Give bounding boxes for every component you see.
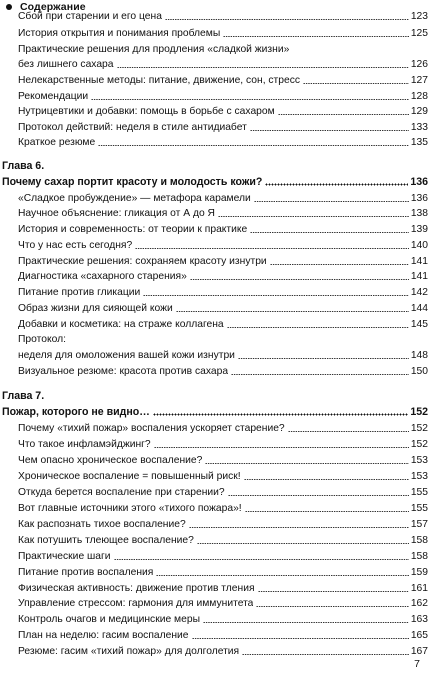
entry-page-number: 150 <box>410 366 428 377</box>
toc-entry <box>18 71 428 87</box>
dot-leader <box>228 494 409 497</box>
toc-entry <box>18 204 428 220</box>
entry-title: Что у нас есть сегодня? <box>18 240 133 251</box>
entry-title: без лишнего сахара <box>18 59 114 70</box>
entry-title: Резюме: гасим «тихий пожар» для долголетия <box>18 646 240 657</box>
entry-title: Визуальное резюме: красота против сахара <box>18 366 229 377</box>
entry-page-number: 144 <box>410 303 428 314</box>
entry-page-number: 138 <box>410 208 428 219</box>
entry-page-number: 161 <box>410 583 428 594</box>
toc-entry <box>18 451 428 467</box>
entry-page-number: 141 <box>410 271 428 282</box>
page-number: 7 <box>414 658 420 670</box>
entry-title: Краткое резюме <box>18 137 96 148</box>
bullet-icon <box>6 4 12 10</box>
entry-page-number: 153 <box>410 471 428 482</box>
entry-title: Вот главные источники этого «тихого пожара»! <box>18 503 242 514</box>
entry-title: Нутрицевтики и добавки: помощь в борьбе с сахаром <box>18 106 275 117</box>
dot-leader <box>258 590 409 593</box>
entry-title: Протокол действий: неделя в стиле антидиабет <box>18 122 247 133</box>
dot-leader <box>303 82 409 85</box>
dot-leader <box>227 326 409 329</box>
dot-leader <box>250 231 409 234</box>
toc-entry <box>18 579 428 595</box>
dot-leader <box>98 144 409 147</box>
dot-leader <box>238 357 409 360</box>
entry-page-number: 152 <box>410 406 428 418</box>
toc-entry <box>18 515 428 531</box>
chapter-title-entry <box>2 402 428 418</box>
entry-title: Рекомендации <box>18 91 89 102</box>
toc-entry <box>18 642 428 658</box>
toc-entry <box>18 362 428 378</box>
toc-entry <box>18 118 428 134</box>
dot-leader <box>265 183 408 186</box>
entry-title: Что такое инфламэйджинг? <box>18 439 151 450</box>
entry-title: Как распознать тихое воспаление? <box>18 519 186 530</box>
entry-title: неделя для омоложения вашей кожи изнутри <box>18 350 235 361</box>
entry-title: Диагностика «сахарного старения» <box>18 271 187 282</box>
entry-title: Почему сахар портит красоту и молодость кожи? <box>2 176 263 188</box>
entry-page-number: 141 <box>410 256 428 267</box>
entry-title: Чем опасно хроническое воспаление? <box>18 455 203 466</box>
toc-entry <box>18 55 428 71</box>
toc-entry <box>18 435 428 451</box>
entry-page-number: 126 <box>410 59 428 70</box>
entry-title: Хроническое воспаление = повышенный риск! <box>18 471 241 482</box>
dot-leader <box>244 478 409 481</box>
toc-entry <box>18 483 428 499</box>
entry-title: Пожар, которого не видно… <box>2 406 150 418</box>
entry-title: Протокол: <box>18 334 66 345</box>
dot-leader <box>223 35 409 38</box>
toc-entry <box>18 24 428 40</box>
entry-title: Сбой при старении и его цена <box>18 11 162 22</box>
entry-page-number: 155 <box>410 503 428 514</box>
entry-title: Питание против гликации <box>18 287 141 298</box>
toc-entry <box>18 563 428 579</box>
dot-leader <box>165 18 409 21</box>
dot-leader <box>205 462 408 465</box>
entry-page-number: 163 <box>410 614 428 625</box>
entry-page-number: 162 <box>410 598 428 609</box>
header-title: Содержание <box>20 1 86 13</box>
entry-page-number: 167 <box>410 646 428 657</box>
entry-title: Управление стрессом: гармония для иммунитета <box>18 598 254 609</box>
entry-title: Практические решения: сохраняем красоту изнутри <box>18 256 267 267</box>
entry-title: Контроль очагов и медицинские меры <box>18 614 200 625</box>
entry-page-number: 158 <box>410 551 428 562</box>
toc-entry <box>18 330 428 346</box>
dot-leader <box>143 294 409 297</box>
dot-leader <box>270 263 409 266</box>
entry-page-number: 125 <box>410 28 428 39</box>
entry-page-number: 136 <box>410 193 428 204</box>
entry-title: История и современность: от теории к практике <box>18 224 248 235</box>
dot-leader <box>203 621 409 624</box>
entry-title: Нелекарственные методы: питание, движение, сон, стресс <box>18 75 301 86</box>
dot-leader <box>231 373 409 376</box>
dot-leader <box>156 574 408 577</box>
toc-entry <box>18 594 428 610</box>
toc-entry <box>18 531 428 547</box>
dot-leader <box>245 510 409 513</box>
entry-title: Научное объяснение: гликация от А до Я <box>18 208 215 219</box>
entry-page-number: 140 <box>410 240 428 251</box>
dot-leader <box>154 446 409 449</box>
toc-entry <box>18 87 428 103</box>
dot-leader <box>192 637 409 640</box>
dot-leader <box>197 542 409 545</box>
dot-leader <box>256 605 408 608</box>
entry-page-number: 135 <box>410 137 428 148</box>
dot-leader <box>117 66 409 69</box>
toc-entry <box>18 626 428 642</box>
toc-entry <box>18 189 428 205</box>
toc-entry <box>18 610 428 626</box>
entry-page-number: 157 <box>410 519 428 530</box>
entry-title: Практические решения для продления «сладкой жизни» <box>18 44 290 55</box>
entry-page-number: 145 <box>410 319 428 330</box>
entry-page-number: 136 <box>410 176 428 188</box>
dot-leader <box>218 215 409 218</box>
entry-title: «Сладкое пробуждение» — метафора карамели <box>18 193 251 204</box>
entry-title: Практические шаги <box>18 551 111 562</box>
dot-leader <box>190 278 409 281</box>
entry-title: История открытия и понимания проблемы <box>18 28 221 39</box>
entry-page-number: 133 <box>410 122 428 133</box>
entry-title: Глава 7. <box>2 390 45 402</box>
entry-title: План на неделю: гасим воспаление <box>18 630 189 641</box>
dot-leader <box>176 310 409 313</box>
entry-page-number: 129 <box>410 106 428 117</box>
toc-entry <box>18 7 428 23</box>
toc-entry <box>18 267 428 283</box>
chapter-heading <box>2 386 428 402</box>
entry-title: Физическая активность: движение против тления <box>18 583 255 594</box>
entry-title: Как потушить тлеющее воспаление? <box>18 535 194 546</box>
toc-entry <box>18 283 428 299</box>
entry-page-number: 159 <box>410 567 428 578</box>
entry-title: Образ жизни для сияющей кожи <box>18 303 173 314</box>
toc-entry <box>18 220 428 236</box>
entry-title: Глава 6. <box>2 160 45 172</box>
entry-title: Питание против воспаления <box>18 567 154 578</box>
toc-entry <box>18 315 428 331</box>
entry-page-number: 139 <box>410 224 428 235</box>
toc-entry <box>18 299 428 315</box>
dot-leader <box>250 129 409 132</box>
entry-title: Откуда берется воспаление при старении? <box>18 487 225 498</box>
dot-leader <box>114 558 409 561</box>
entry-page-number: 123 <box>410 11 428 22</box>
chapter-heading <box>2 156 428 172</box>
entry-page-number: 148 <box>410 350 428 361</box>
dot-leader <box>242 653 409 656</box>
toc-entry <box>18 346 428 362</box>
toc-entry <box>18 133 428 149</box>
entry-page-number: 128 <box>410 91 428 102</box>
entry-page-number: 158 <box>410 535 428 546</box>
entry-title: Добавки и косметика: на страже коллагена <box>18 319 224 330</box>
entry-page-number: 153 <box>410 455 428 466</box>
dot-leader <box>278 113 409 116</box>
toc-entry <box>18 547 428 563</box>
entry-page-number: 142 <box>410 287 428 298</box>
toc-entry <box>18 236 428 252</box>
dot-leader <box>91 98 409 101</box>
toc-entry <box>18 252 428 268</box>
dot-leader <box>288 430 409 433</box>
toc-entry <box>18 467 428 483</box>
entry-page-number: 152 <box>410 439 428 450</box>
entry-page-number: 152 <box>410 423 428 434</box>
toc-entry <box>18 499 428 515</box>
entry-title: Почему «тихий пожар» воспаления ускоряет старение? <box>18 423 285 434</box>
toc-entry <box>18 102 428 118</box>
dot-leader <box>189 526 409 529</box>
toc-entry <box>18 40 428 56</box>
chapter-title-entry <box>2 172 428 188</box>
dot-leader <box>254 200 409 203</box>
toc-entry <box>18 419 428 435</box>
dot-leader <box>153 413 409 416</box>
entry-page-number: 127 <box>410 75 428 86</box>
entry-page-number: 165 <box>410 630 428 641</box>
entry-page-number: 155 <box>410 487 428 498</box>
dot-leader <box>135 247 409 250</box>
